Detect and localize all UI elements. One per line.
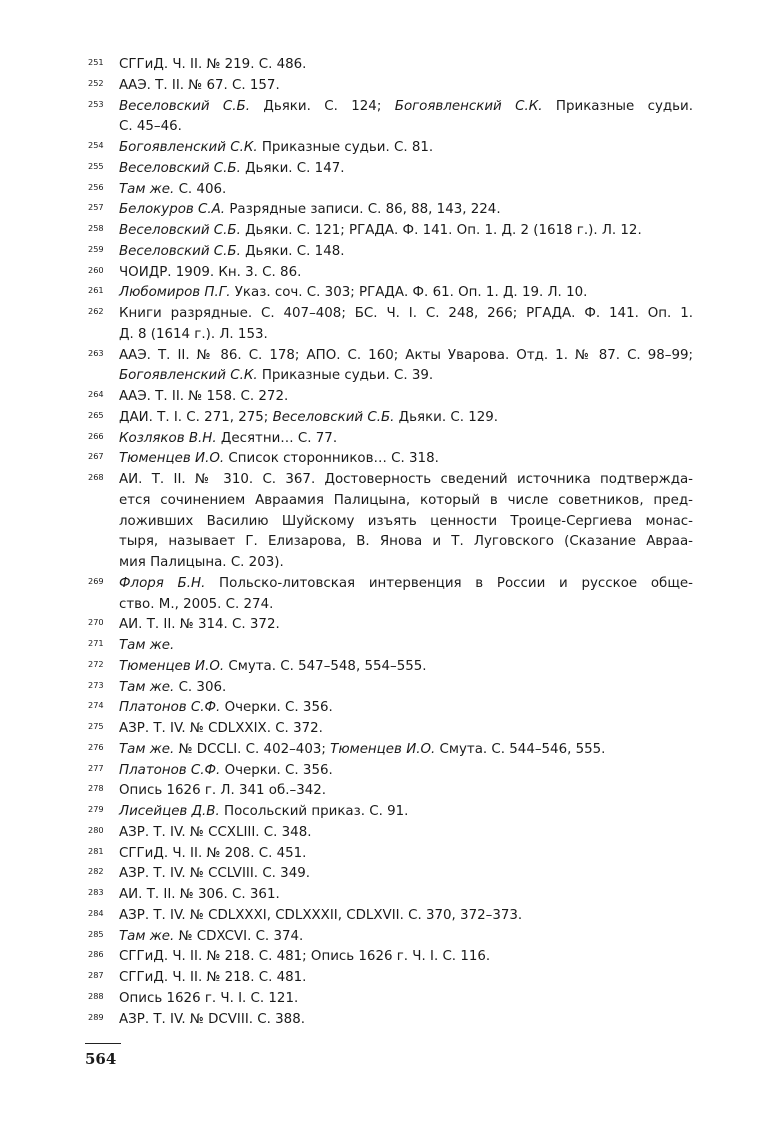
footnote [88, 387, 693, 408]
footnote-text [119, 97, 693, 139]
footnote [88, 180, 693, 201]
footnote-text-run: АЗР. Т. IV. № CCLVIII. С. 349. [119, 866, 310, 882]
footnote [88, 698, 693, 719]
footnote-text [119, 844, 693, 865]
footnote-line [119, 698, 693, 719]
footnote [88, 55, 693, 76]
footnote-text-run: АЗР. Т. IV. № CDLXXIX. С. 372. [119, 721, 323, 736]
footnote [88, 844, 693, 865]
footnote-author: Платонов С.Ф. [119, 700, 221, 716]
footnote-text [119, 242, 693, 263]
footnote-text [119, 76, 693, 97]
footnote-text-run: Д. 8 (1614 г.). Л. 153. [119, 326, 268, 342]
footnote-text [119, 304, 693, 346]
footnote [88, 781, 693, 802]
footnote-line [119, 781, 693, 802]
footnote-text-run: ААЭ. Т. II. № 67. С. 157. [119, 77, 280, 93]
footnote-line [119, 221, 693, 242]
footnote [88, 823, 693, 844]
footnote-line [119, 366, 693, 387]
footnote-number: 261 [88, 285, 104, 296]
footnote [88, 885, 693, 906]
footnote-number: 288 [88, 990, 104, 1001]
footnote-text-run: Смута. С. 547–548, 554–555. [224, 658, 427, 674]
footnote-text-run: Дьяки. С. 121; РГАДА. Ф. 141. Оп. 1. Д. 2 (1618 г.). Л. 12. [240, 223, 642, 238]
footnote [88, 200, 693, 221]
footnote [88, 470, 693, 574]
footnote-text-run: Очерки. С. 356. [220, 700, 333, 716]
footnote-line [119, 387, 693, 408]
footnote-text [119, 761, 693, 782]
footnote-text-run: Указ. соч. С. 303; РГАДА. Ф. 61. Оп. 1. Д. 19. Л. 10. [230, 285, 588, 301]
footnote-text-run: Разрядные записи. С. 86, 88, 143, 224. [225, 202, 501, 218]
footnote-text [119, 429, 693, 450]
footnote-line [119, 885, 693, 906]
footnote-text-run: Очерки. С. 356. [220, 762, 333, 778]
footnote-author: Богоявленский С.К. [119, 368, 258, 384]
footnote-number: 286 [88, 949, 104, 960]
footnote-text-run: Дьяки. С. 129. [394, 409, 499, 425]
footnote-line [119, 927, 693, 948]
footnote [88, 159, 693, 180]
footnote-author: Там же. [119, 928, 175, 944]
footnote [88, 906, 693, 927]
footnote-author: Лисейцев Д.В. [119, 804, 220, 819]
footnote-line [119, 180, 693, 201]
footnote-number: 269 [88, 575, 104, 586]
footnote [88, 304, 693, 346]
footnote-text [119, 678, 693, 699]
footnote-text [119, 968, 693, 989]
footnote-text-run: СГГиД. Ч. II. № 218. С. 481. [119, 970, 307, 985]
footnote-text-run: ЧОИДР. 1909. Кн. 3. С. 86. [119, 264, 302, 280]
footnote-line [119, 678, 693, 699]
footnote-number: 279 [88, 804, 104, 814]
footnote-number: 285 [88, 928, 104, 939]
footnote-number: 289 [88, 1011, 104, 1022]
footnote-text-run: тыря, называет Г. Елизарова, В. Янова и Т. Луговского (Сказание Авраа- [119, 534, 693, 550]
footnote-number: 253 [88, 98, 104, 109]
footnote-author: Белокуров С.А. [119, 202, 226, 218]
footnote-author: Там же. [119, 638, 175, 653]
footnote-text [119, 864, 693, 885]
footnote-text [119, 927, 693, 948]
footnote-number: 252 [88, 77, 104, 88]
footnote [88, 678, 693, 699]
footnote-text-run: С. 306. [174, 679, 227, 695]
footnote [88, 761, 693, 782]
footnote [88, 429, 693, 450]
page-number: 564 [85, 1050, 117, 1068]
footnote-line [119, 761, 693, 782]
footnote-text [119, 740, 693, 761]
footnote-text-run: мия Палицына. С. 203). [119, 555, 284, 570]
footnote-text-run: АЗР. Т. IV. № CDLXXXI, CDLXXXII, CDLXVII. С. 370, 372–373. [119, 907, 523, 923]
footnote-text-run: Дьяки. С. 124; [249, 98, 395, 114]
footnote-text [119, 221, 693, 242]
footnote-line [119, 802, 693, 823]
footnote-text-run: АЗР. Т. IV. № DCVIII. С. 388. [119, 1011, 305, 1027]
footnote-text-run: С. 45–46. [119, 119, 182, 135]
footnote [88, 263, 693, 284]
footnote-number: 278 [88, 783, 104, 794]
footnote-text-run: Опись 1626 г. Л. 341 об.–342. [119, 783, 327, 799]
footnote-author: Богоявленский С.К. [394, 98, 543, 114]
footnote-line [119, 304, 693, 325]
footnote-text-run: Дьяки. С. 148. [240, 243, 345, 259]
footnote-number: 262 [88, 306, 104, 316]
footnote-number: 274 [88, 700, 104, 711]
footnote [88, 1010, 693, 1031]
footnote-line [119, 947, 693, 968]
footnote-number: 254 [88, 140, 104, 150]
footnote-number: 277 [88, 762, 104, 773]
footnote-text-run: АЗР. Т. IV. № CCXLIII. С. 348. [119, 824, 312, 840]
footnote [88, 657, 693, 678]
footnote [88, 408, 693, 429]
footnote-line [119, 491, 693, 512]
footnote-line [119, 906, 693, 927]
footnote-line [119, 242, 693, 263]
footnote-text-run: ство. М., 2005. С. 274. [119, 596, 274, 612]
footnote-text-run: ложивших Василию Шуйскому изъять ценности Троице-Сергиева монас- [119, 513, 693, 529]
footnote-text-run: Книги разрядные. С. 407–408; БС. Ч. I. С. 248, 266; РГАДА. Ф. 141. Оп. 1. [119, 306, 693, 321]
footnote-text-run: СГГиД. Ч. II. № 218. С. 481; Опись 1626 г. Ч. I. С. 116. [119, 949, 491, 965]
footnote-number: 255 [88, 160, 104, 171]
footnote-text [119, 989, 693, 1010]
footnote-number: 256 [88, 181, 104, 192]
footnote-text-run: Приказные судьи. С. 81. [257, 140, 434, 155]
footnote-line [119, 263, 693, 284]
footnote-text-run: Смута. С. 544–546, 555. [435, 741, 606, 757]
footnote-number: 259 [88, 243, 104, 254]
footnote-line [119, 615, 693, 636]
footnote-text-run: АИ. Т. II. № 306. С. 361. [119, 887, 280, 902]
footnote-number: 270 [88, 617, 104, 628]
footnote-line [119, 989, 693, 1010]
footnote-text-run: № DCCLI. С. 402–403; [174, 741, 331, 757]
footnote-number: 281 [88, 845, 104, 856]
footnote-number: 284 [88, 907, 104, 918]
footnote-number: 287 [88, 970, 104, 980]
footnote-text [119, 615, 693, 636]
footnote-text-run: Польско-литовская интервенция в России и русское обще- [205, 575, 693, 591]
footnote-number: 264 [88, 389, 104, 399]
footnote-number: 258 [88, 223, 104, 233]
footnote-text [119, 200, 693, 221]
footnote-text [119, 636, 693, 657]
footnote-author: Веселовский С.Б. [119, 223, 241, 238]
footnote-text [119, 346, 693, 388]
footnote-line [119, 325, 693, 346]
footnote-line [119, 636, 693, 657]
footnote-text-run: ДАИ. Т. I. С. 271, 275; [119, 409, 273, 425]
footnote-text-run: Список сторонников… С. 318. [224, 451, 439, 467]
footnote-line [119, 449, 693, 470]
footnote-text [119, 1010, 693, 1031]
footnote [88, 574, 693, 616]
footnote [88, 283, 693, 304]
footnote-number: 251 [88, 57, 104, 67]
footnote-text-run: Приказные судьи. С. 39. [257, 368, 434, 384]
footnote-line [119, 823, 693, 844]
folio-rule [85, 1043, 121, 1044]
footnote-number: 257 [88, 202, 104, 213]
footnote-text-run: СГГиД. Ч. II. № 208. С. 451. [119, 845, 307, 861]
footnote-text-run: АИ. Т. II. № 310. С. 367. Достоверность сведений источника подтвержда- [119, 472, 693, 487]
footnote [88, 927, 693, 948]
footnote [88, 740, 693, 761]
footnote-line [119, 200, 693, 221]
footnote-number: 272 [88, 658, 104, 669]
footnote-number: 282 [88, 866, 104, 877]
footnote-number: 280 [88, 824, 104, 835]
footnote-text [119, 719, 693, 740]
footnote-text [119, 947, 693, 968]
footnote-line [119, 76, 693, 97]
footnote-text-run: ется сочинением Авраамия Палицына, который в числе советников, пред- [119, 492, 693, 508]
footnote-text [119, 781, 693, 802]
footnote-number: 267 [88, 451, 104, 462]
footnote-line [119, 429, 693, 450]
footnote-text [119, 802, 693, 823]
footnote-author: Любомиров П.Г. [119, 285, 231, 301]
footnote-number: 276 [88, 741, 104, 752]
footnote-line [119, 55, 693, 76]
footnote-line [119, 574, 693, 595]
footnote [88, 968, 693, 989]
footnote-line [119, 97, 693, 118]
footnote-text [119, 906, 693, 927]
footnote [88, 947, 693, 968]
footnote-text-run: ААЭ. Т. II. № 158. С. 272. [119, 389, 289, 404]
footnote-text-run: СГГиД. Ч. II. № 219. С. 486. [119, 57, 307, 72]
footnote-line [119, 719, 693, 740]
footnote [88, 989, 693, 1010]
footnote-text [119, 55, 693, 76]
footnote-line [119, 595, 693, 616]
footnote-text-run: № CDXCVI. С. 374. [174, 928, 304, 944]
footnote-author: Тюменцев И.О. [330, 741, 436, 757]
footnote-text [119, 574, 693, 616]
footnote-text [119, 263, 693, 284]
footnote-number: 283 [88, 887, 104, 897]
footnote [88, 242, 693, 263]
footnote-author: Тюменцев И.О. [119, 658, 225, 674]
footnote-line [119, 470, 693, 491]
footnote-line [119, 408, 693, 429]
footnote-text-run: Дьяки. С. 147. [240, 160, 345, 176]
footnote-author: Там же. [119, 679, 175, 695]
footnote-number: 273 [88, 679, 104, 690]
footnote-text-run: Приказные судьи. [542, 98, 693, 114]
footnote-line [119, 844, 693, 865]
footnote-number: 275 [88, 721, 104, 731]
footnote-number: 266 [88, 430, 104, 441]
footnote-text-run: Опись 1626 г. Ч. I. С. 121. [119, 990, 299, 1006]
footnote-text [119, 698, 693, 719]
footnote [88, 221, 693, 242]
footnote-author: Там же. [119, 741, 175, 757]
footnote-line [119, 532, 693, 553]
footnote-text [119, 159, 693, 180]
footnote [88, 636, 693, 657]
footnote-line [119, 1010, 693, 1031]
footnote-number: 268 [88, 472, 104, 482]
footnote-author: Флоря Б.Н. [119, 575, 206, 591]
footnote-line [119, 159, 693, 180]
footnote-line [119, 512, 693, 533]
footnote-author: Там же. [119, 181, 175, 197]
footnote-line [119, 740, 693, 761]
footnote-text [119, 180, 693, 201]
footnote-text [119, 470, 693, 574]
footnote [88, 802, 693, 823]
footnote-author: Платонов С.Ф. [119, 762, 221, 778]
footnote [88, 138, 693, 159]
footnote-author: Веселовский С.Б. [119, 98, 250, 114]
footnote-line [119, 117, 693, 138]
footnote-text-run: Десятни… С. 77. [216, 430, 338, 446]
footnote-text-run: С. 406. [174, 181, 227, 197]
footnote-line [119, 138, 693, 159]
footnote [88, 76, 693, 97]
footnote-number: 263 [88, 347, 104, 358]
footnote-text [119, 387, 693, 408]
footnote-number: 265 [88, 409, 104, 420]
footnote [88, 346, 693, 388]
footnote-text [119, 138, 693, 159]
footnote-line [119, 283, 693, 304]
footnote-text-run: АИ. Т. II. № 314. С. 372. [119, 617, 280, 633]
footnote-author: Козляков В.Н. [119, 430, 217, 446]
footnote-text [119, 823, 693, 844]
footnote-line [119, 346, 693, 367]
footnote-author: Богоявленский С.К. [119, 140, 258, 155]
footnote-text [119, 283, 693, 304]
footnote-number: 271 [88, 638, 104, 648]
footnote-text [119, 885, 693, 906]
footnote-author: Веселовский С.Б. [272, 409, 395, 425]
footnote-list [88, 55, 693, 1030]
footnote-text-run: Посольский приказ. С. 91. [219, 804, 409, 819]
footnote [88, 615, 693, 636]
footnote-number: 260 [88, 264, 104, 275]
footnote [88, 719, 693, 740]
footnote-line [119, 553, 693, 574]
footnote-author: Веселовский С.Б. [119, 243, 241, 259]
footnote-text-run: ААЭ. Т. II. № 86. С. 178; АПО. С. 160; Акты Уварова. Отд. 1. № 87. С. 98–99; [119, 347, 693, 363]
footnote-author: Тюменцев И.О. [119, 451, 225, 467]
footnote-text [119, 657, 693, 678]
footnote [88, 97, 693, 139]
footnote-text [119, 449, 693, 470]
footnote-line [119, 864, 693, 885]
footnote-text [119, 408, 693, 429]
footnote [88, 864, 693, 885]
footnote [88, 449, 693, 470]
footnote-author: Веселовский С.Б. [119, 160, 241, 176]
footnote-line [119, 968, 693, 989]
footnote-line [119, 657, 693, 678]
